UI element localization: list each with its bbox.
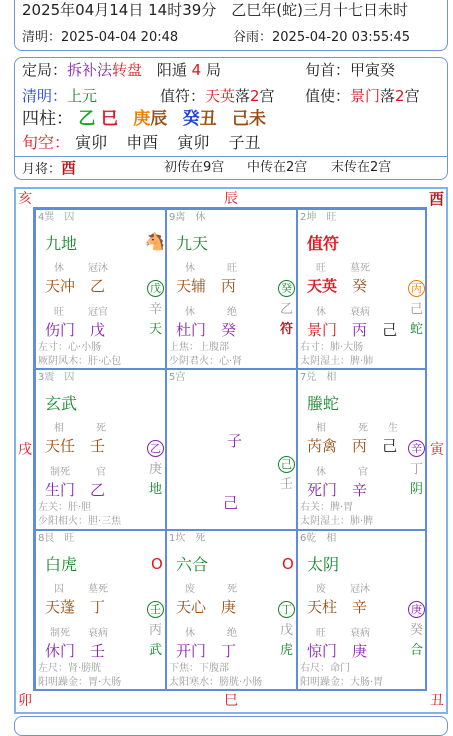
yuejiang-row: 月将：酉 [22,159,77,177]
palace-1[interactable]: 1坎 死 六合 O 废 死 天心 庚 丁 休 绝 戊 开门 丁 虎 下焦：下腹部 太阳寒水：膀胱·小肠 [166,530,297,691]
palace-6[interactable]: 6乾 相 太阴 废 冠沐 天柱 辛 庚 旺 衰病 癸 惊门 庚 合 右尺：命门 阳明躁金：大肠·胃 [297,530,427,691]
empty-mark: O [282,555,294,573]
circled-stem: 辛 [408,440,425,457]
branch-top-right: 酉 [429,190,445,208]
zhongchuan: 中传在2宫 [247,160,308,175]
datetime-line: 2025年04月14日 14时39分 乙巳年(蛇)三月十七日未时 [22,1,408,19]
star-label: 天冲 乙 [45,277,106,295]
circled-stem: 庚 [408,601,425,618]
palace-4[interactable]: 4巽 囚 九地 🐴 休 冠沐 天冲 乙 戊 旺 冠官 辛 伤门 戊 天 左寸：心·小肠 厥阴风木：肝·心包 [35,209,166,369]
palace-5[interactable]: 5宫 子 己 壬 己 [166,369,297,530]
circled-stem: 丁 [278,601,295,618]
branch-bot-mid: 巳 [224,693,238,709]
palace-7[interactable]: 7兑 相 螣蛇 相 死 生 芮禽 丙 己 辛 休 官 丁 死门 辛 阴 右关：脾·胃 太阴湿土：肺·脾 [297,369,427,530]
branch-right: 寅 [430,442,444,458]
god-label: 九地 [45,234,78,253]
palace-8[interactable]: 8艮 旺 白虎 O 囚 墓死 天蓬 丁 壬 制死 衰病 丙 休门 壬 武 左尺：肾·膀胱 阳明躁金：胃·大肠 [35,530,166,691]
circled-stem: 乙 [147,440,164,457]
circled-stem: 己 [278,456,295,473]
branch-top-mid: 辰 [224,191,238,207]
jieqi-prev: 清明：2025-04-04 20:48 [22,30,179,45]
next-box-edge [14,716,448,736]
circled-stem: 癸 [278,280,295,297]
sizhu-row: 四柱： 乙 巳 庚辰 癸丑 己未 [22,109,267,129]
door-label: 伤门 戊 [45,321,106,339]
circled-stem: 戊 [147,280,164,297]
mochuan: 末传在2宫 [331,160,392,175]
palace-9[interactable]: 9离 休 九天 休 旺 天辅 丙 癸 休 绝 乙 杜门 癸 符 上焦：上腹部 少阴君火：心·肾 [166,209,297,369]
yuan-row: 清明：上元 [22,87,98,105]
branch-bot-right: 丑 [430,693,444,709]
ju-row: 定局：拆补法转盘 阳遁 4 局 [22,61,221,79]
branch-bot-left: 卯 [18,693,32,709]
branch-top-left: 亥 [18,191,32,207]
zhifu: 值符：天英落2宫 [160,87,275,105]
zhishi: 值使：景门落2宫 [305,87,420,105]
empty-mark: O [151,555,163,573]
circled-stem: 壬 [147,601,164,618]
palace-2[interactable]: 2坤 旺 值符 旺 墓死 天英 癸 丙 休 衰病 己 景门 丙 己 蛇 右寸：肺·大肠 太阴湿土：脾·肺 [297,209,427,369]
horse-icon: 🐴 [144,232,166,252]
palace-3[interactable]: 3震 囚 玄武 相 死 天任 壬 乙 制死 官 庚 生门 乙 地 左关：肝·胆 少阳相火：胆·三焦 [35,369,166,530]
xunkong-row: 旬空： 寅卯 申酉 寅卯 子丑 [22,133,261,152]
circled-stem: 丙 [408,280,425,297]
chuchuan: 初传在9宫 [164,160,225,175]
xunshou: 旬首：甲寅癸 [305,61,396,79]
branch-left: 戌 [18,442,32,458]
jieqi-next: 谷雨：2025-04-20 03:55:45 [233,30,411,45]
